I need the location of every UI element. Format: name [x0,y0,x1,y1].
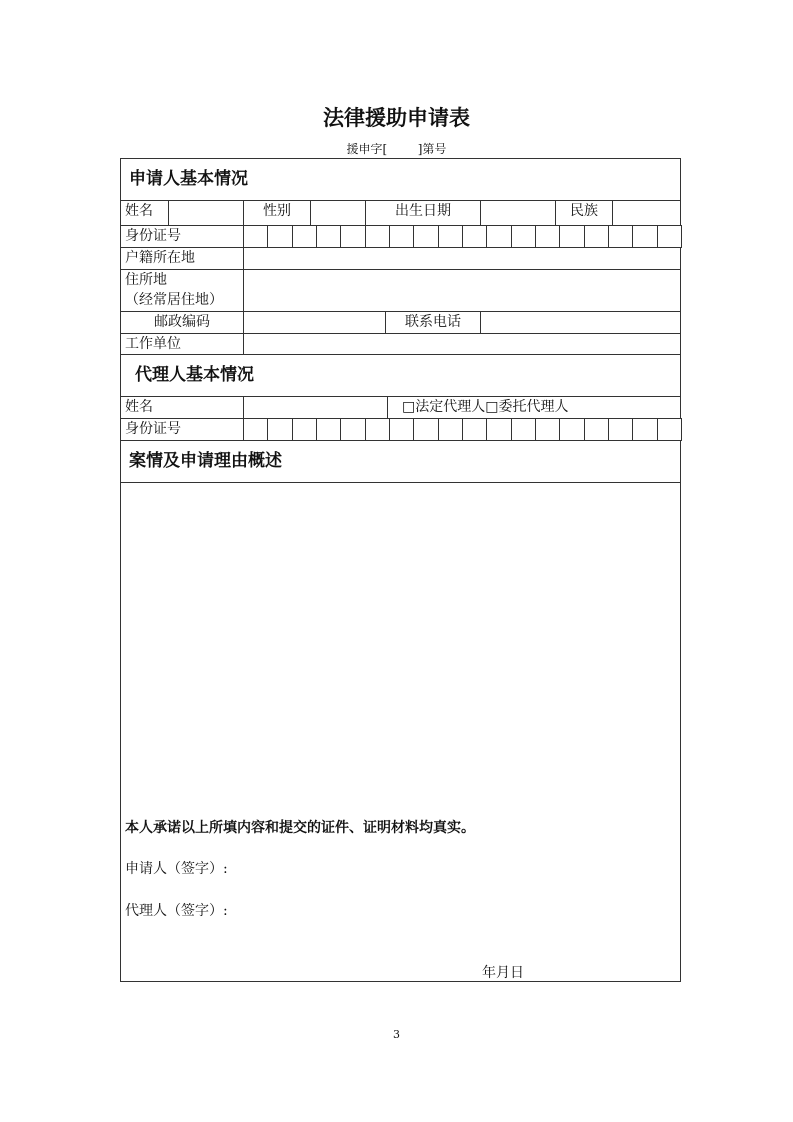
applicant-id-digit-cell[interactable] [511,225,536,248]
postal-code-field[interactable] [243,311,386,334]
gender-field[interactable] [310,200,366,226]
ethnic-label: 民族 [555,200,613,226]
applicant-id-digit-cell[interactable] [584,225,609,248]
agent-id-digit-cell[interactable] [608,418,633,441]
agent-id-digit-cell[interactable] [657,418,682,441]
applicant-id-digit-cell[interactable] [632,225,657,248]
agent-id-digit-cell[interactable] [632,418,657,441]
agent-name-label: 姓名 [120,396,244,419]
agent-id-digit-cell[interactable] [340,418,365,441]
applicant-id-digit-cell[interactable] [340,225,365,248]
hukou-field[interactable] [243,247,681,270]
applicant-id-digit-cell[interactable] [243,225,268,248]
applicant-signature-label: 申请人（签字）: [125,861,228,877]
ethnic-field[interactable] [612,200,681,226]
agent-id-digit-cell[interactable] [559,418,584,441]
birth-date-label: 出生日期 [365,200,481,226]
agent-id-label: 身份证号 [120,418,244,441]
agent-section-header: 代理人基本情况 [120,354,681,397]
work-unit-label: 工作单位 [120,333,244,355]
pledge-statement: 本人承诺以上所填内容和提交的证件、证明材料均真实。 [125,820,475,836]
agent-id-digit-cell[interactable] [243,418,268,441]
applicant-id-digit-cell[interactable] [559,225,584,248]
agent-type-options[interactable]: □法定代理人□委托代理人 [387,396,681,419]
gender-label: 性别 [243,200,311,226]
agent-id-digit-cell[interactable] [292,418,317,441]
phone-label: 联系电话 [385,311,481,334]
applicant-id-digit-cell[interactable] [486,225,511,248]
agent-id-digit-cell[interactable] [267,418,292,441]
applicant-id-digit-cell[interactable] [267,225,292,248]
applicant-section-header: 申请人基本情况 [120,158,681,201]
date-label: 年月日 [482,965,524,981]
agent-id-digit-cell[interactable] [438,418,463,441]
application-number-line: 援申字[ ]第号 [346,142,447,156]
applicant-id-digit-cell[interactable] [316,225,341,248]
agent-name-field[interactable] [243,396,388,419]
hukou-label: 户籍所在地 [120,247,244,270]
form-title: 法律援助申请表 [323,106,470,130]
agent-id-digit-cell[interactable] [486,418,511,441]
agent-id-digit-cell[interactable] [535,418,560,441]
residence-label-main: 住所地 [125,272,167,288]
agent-id-digit-cell[interactable] [511,418,536,441]
agent-id-digit-cell[interactable] [316,418,341,441]
birth-date-field[interactable] [480,200,556,226]
agent-id-digit-cell[interactable] [389,418,414,441]
applicant-name-field[interactable] [168,200,244,226]
residence-label [120,269,244,312]
applicant-id-digit-cell[interactable] [608,225,633,248]
applicant-id-digit-cell[interactable] [365,225,390,248]
agent-id-digit-cell[interactable] [365,418,390,441]
phone-field[interactable] [480,311,681,334]
residence-label-sub: （经常居住地） [125,292,223,308]
applicant-id-digit-cell[interactable] [462,225,487,248]
agent-id-digit-cell[interactable] [584,418,609,441]
agent-signature-label: 代理人（签字）: [125,903,228,919]
residence-field[interactable] [243,269,681,312]
applicant-name-label: 姓名 [120,200,169,226]
applicant-id-digit-cell[interactable] [389,225,414,248]
agent-id-digit-cell[interactable] [413,418,438,441]
work-unit-field[interactable] [243,333,681,355]
applicant-id-digit-cell[interactable] [413,225,438,248]
applicant-id-digit-cell[interactable] [535,225,560,248]
applicant-id-label: 身份证号 [120,225,244,248]
page-number: 3 [393,1028,400,1041]
applicant-id-digit-cell[interactable] [438,225,463,248]
applicant-id-digit-cell[interactable] [657,225,682,248]
case-section-header: 案情及申请理由概述 [120,440,681,483]
postal-code-label: 邮政编码 [120,311,244,334]
agent-id-digit-cell[interactable] [462,418,487,441]
applicant-id-digit-cell[interactable] [292,225,317,248]
